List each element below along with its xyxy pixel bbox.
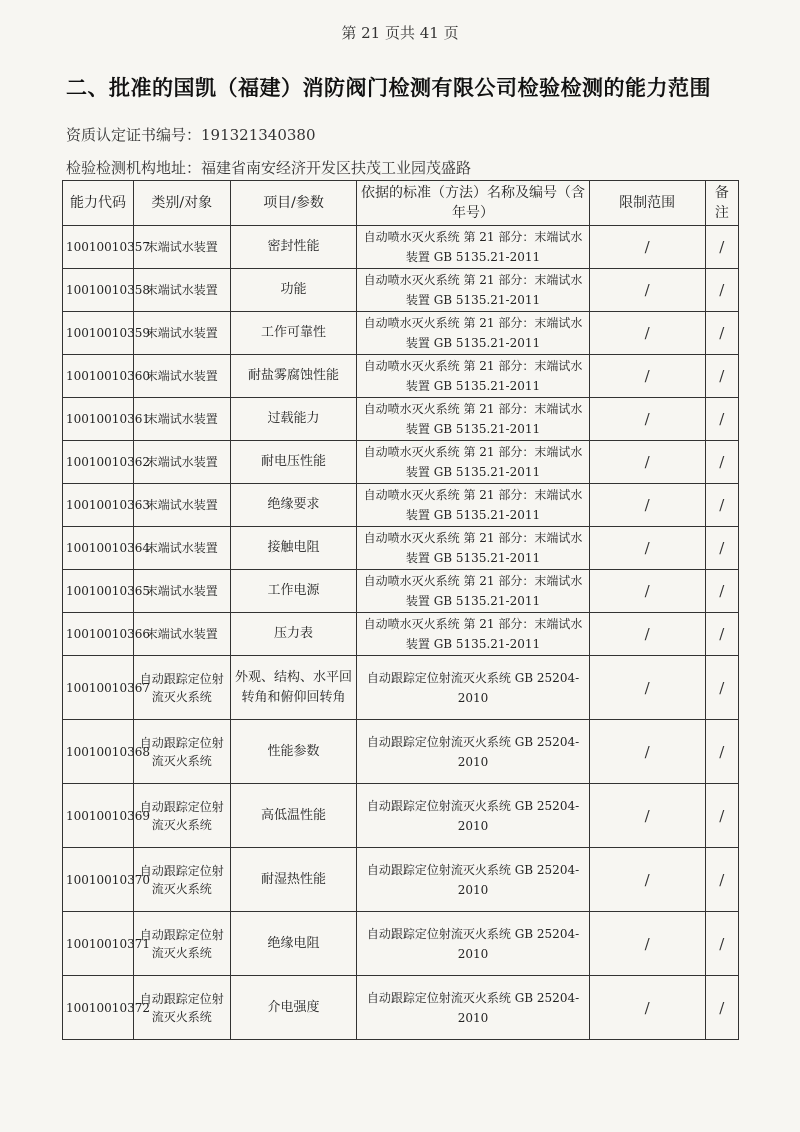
- cell-standard: 自动喷水灭火系统 第 21 部分：末端试水装置 GB 5135.21-2011: [357, 570, 589, 613]
- cell-standard: 自动跟踪定位射流灭火系统 GB 25204-2010: [357, 912, 589, 976]
- cell-limit: /: [589, 720, 705, 784]
- cell-limit: /: [589, 226, 705, 269]
- cell-code: 10010010369: [63, 784, 134, 848]
- cell-limit: /: [589, 484, 705, 527]
- header-standard: 依据的标准（方法）名称及编号（含年号）: [357, 181, 589, 226]
- cell-code: 10010010368: [63, 720, 134, 784]
- table-header-row: [63, 181, 739, 226]
- cell-code: 10010010372: [63, 976, 134, 1040]
- cell-category: 自动跟踪定位射流灭火系统: [133, 784, 230, 848]
- cell-note: /: [705, 312, 738, 355]
- cell-code: 10010010370: [63, 848, 134, 912]
- cell-category: 末端试水装置: [133, 441, 230, 484]
- cell-note: /: [705, 848, 738, 912]
- cell-item: 过载能力: [230, 398, 357, 441]
- cell-code: 10010010358: [63, 269, 134, 312]
- cell-code: 10010010365: [63, 570, 134, 613]
- cell-item: 绝缘电阻: [230, 912, 357, 976]
- cell-limit: /: [589, 398, 705, 441]
- page-number: 第 21 页共 41 页: [341, 24, 459, 42]
- page-title: 二、批准的国凯（福建）消防阀门检测有限公司检验检测的能力范围: [66, 76, 711, 100]
- cell-note: /: [705, 226, 738, 269]
- certificate-number: 资质认定证书编号：191321340380: [66, 126, 316, 144]
- table-row: [63, 269, 739, 312]
- cell-limit: /: [589, 848, 705, 912]
- cell-standard: 自动喷水灭火系统 第 21 部分：末端试水装置 GB 5135.21-2011: [357, 226, 589, 269]
- cell-code: 10010010366: [63, 613, 134, 656]
- cell-standard: 自动喷水灭火系统 第 21 部分：末端试水装置 GB 5135.21-2011: [357, 312, 589, 355]
- cell-note: /: [705, 441, 738, 484]
- cell-note: /: [705, 570, 738, 613]
- cell-item: 耐盐雾腐蚀性能: [230, 355, 357, 398]
- cell-standard: 自动喷水灭火系统 第 21 部分：末端试水装置 GB 5135.21-2011: [357, 441, 589, 484]
- capability-table: [62, 180, 739, 1040]
- table-row: [63, 484, 739, 527]
- cell-item: 绝缘要求: [230, 484, 357, 527]
- header-code: 能力代码: [63, 181, 134, 226]
- cell-category: 末端试水装置: [133, 226, 230, 269]
- cell-code: 10010010360: [63, 355, 134, 398]
- cell-standard: 自动跟踪定位射流灭火系统 GB 25204-2010: [357, 720, 589, 784]
- header-category: 类别/对象: [133, 181, 230, 226]
- cell-code: 10010010367: [63, 656, 134, 720]
- cell-item: 外观、结构、水平回转角和俯仰回转角: [230, 656, 357, 720]
- cell-item: 接触电阻: [230, 527, 357, 570]
- cell-standard: 自动跟踪定位射流灭火系统 GB 25204-2010: [357, 656, 589, 720]
- cell-category: 自动跟踪定位射流灭火系统: [133, 720, 230, 784]
- cell-note: /: [705, 355, 738, 398]
- cell-standard: 自动跟踪定位射流灭火系统 GB 25204-2010: [357, 848, 589, 912]
- cell-note: /: [705, 912, 738, 976]
- cell-item: 工作可靠性: [230, 312, 357, 355]
- cell-limit: /: [589, 441, 705, 484]
- cell-limit: /: [589, 912, 705, 976]
- cell-category: 末端试水装置: [133, 613, 230, 656]
- cell-limit: /: [589, 784, 705, 848]
- table-row: [63, 613, 739, 656]
- cell-category: 自动跟踪定位射流灭火系统: [133, 976, 230, 1040]
- cell-code: 10010010359: [63, 312, 134, 355]
- table-row: [63, 976, 739, 1040]
- cell-item: 耐电压性能: [230, 441, 357, 484]
- table-row: [63, 441, 739, 484]
- table-row: [63, 226, 739, 269]
- header-note: 备注: [705, 181, 738, 226]
- cell-note: /: [705, 269, 738, 312]
- cell-limit: /: [589, 269, 705, 312]
- cell-category: 末端试水装置: [133, 484, 230, 527]
- cell-limit: /: [589, 613, 705, 656]
- cell-limit: /: [589, 570, 705, 613]
- cell-limit: /: [589, 976, 705, 1040]
- table-row: [63, 398, 739, 441]
- cell-category: 自动跟踪定位射流灭火系统: [133, 656, 230, 720]
- cell-note: /: [705, 527, 738, 570]
- cell-item: 功能: [230, 269, 357, 312]
- cell-limit: /: [589, 355, 705, 398]
- cell-standard: 自动喷水灭火系统 第 21 部分：末端试水装置 GB 5135.21-2011: [357, 613, 589, 656]
- table-row: [63, 784, 739, 848]
- cell-standard: 自动跟踪定位射流灭火系统 GB 25204-2010: [357, 784, 589, 848]
- cell-code: 10010010363: [63, 484, 134, 527]
- cell-standard: 自动喷水灭火系统 第 21 部分：末端试水装置 GB 5135.21-2011: [357, 398, 589, 441]
- header-item: 项目/参数: [230, 181, 357, 226]
- cell-category: 末端试水装置: [133, 570, 230, 613]
- cell-category: 末端试水装置: [133, 527, 230, 570]
- cell-code: 10010010364: [63, 527, 134, 570]
- cell-category: 末端试水装置: [133, 398, 230, 441]
- cell-note: /: [705, 484, 738, 527]
- table-row: [63, 527, 739, 570]
- cell-code: 10010010361: [63, 398, 134, 441]
- cell-item: 介电强度: [230, 976, 357, 1040]
- cell-item: 工作电源: [230, 570, 357, 613]
- table-row: [63, 848, 739, 912]
- table-row: [63, 912, 739, 976]
- cell-note: /: [705, 976, 738, 1040]
- cell-code: 10010010371: [63, 912, 134, 976]
- table-row: [63, 570, 739, 613]
- cell-standard: 自动喷水灭火系统 第 21 部分：末端试水装置 GB 5135.21-2011: [357, 527, 589, 570]
- institution-address: 检验检测机构地址：福建省南安经济开发区扶茂工业园茂盛路: [66, 159, 472, 177]
- cell-item: 密封性能: [230, 226, 357, 269]
- cell-standard: 自动跟踪定位射流灭火系统 GB 25204-2010: [357, 976, 589, 1040]
- table-body: [63, 226, 739, 1040]
- cell-category: 自动跟踪定位射流灭火系统: [133, 912, 230, 976]
- cell-category: 末端试水装置: [133, 355, 230, 398]
- cell-category: 末端试水装置: [133, 312, 230, 355]
- cell-standard: 自动喷水灭火系统 第 21 部分：末端试水装置 GB 5135.21-2011: [357, 269, 589, 312]
- cell-note: /: [705, 720, 738, 784]
- cell-item: 压力表: [230, 613, 357, 656]
- cell-note: /: [705, 784, 738, 848]
- cell-code: 10010010357: [63, 226, 134, 269]
- table-row: [63, 656, 739, 720]
- table-row: [63, 355, 739, 398]
- cell-code: 10010010362: [63, 441, 134, 484]
- cell-standard: 自动喷水灭火系统 第 21 部分：末端试水装置 GB 5135.21-2011: [357, 484, 589, 527]
- cell-limit: /: [589, 527, 705, 570]
- cell-item: 性能参数: [230, 720, 357, 784]
- cell-limit: /: [589, 656, 705, 720]
- cell-note: /: [705, 398, 738, 441]
- table-row: [63, 720, 739, 784]
- cell-note: /: [705, 613, 738, 656]
- cell-item: 耐湿热性能: [230, 848, 357, 912]
- cell-note: /: [705, 656, 738, 720]
- cell-category: 末端试水装置: [133, 269, 230, 312]
- cell-standard: 自动喷水灭火系统 第 21 部分：末端试水装置 GB 5135.21-2011: [357, 355, 589, 398]
- table-row: [63, 312, 739, 355]
- header-limit: 限制范围: [589, 181, 705, 226]
- cell-item: 高低温性能: [230, 784, 357, 848]
- cell-category: 自动跟踪定位射流灭火系统: [133, 848, 230, 912]
- cell-limit: /: [589, 312, 705, 355]
